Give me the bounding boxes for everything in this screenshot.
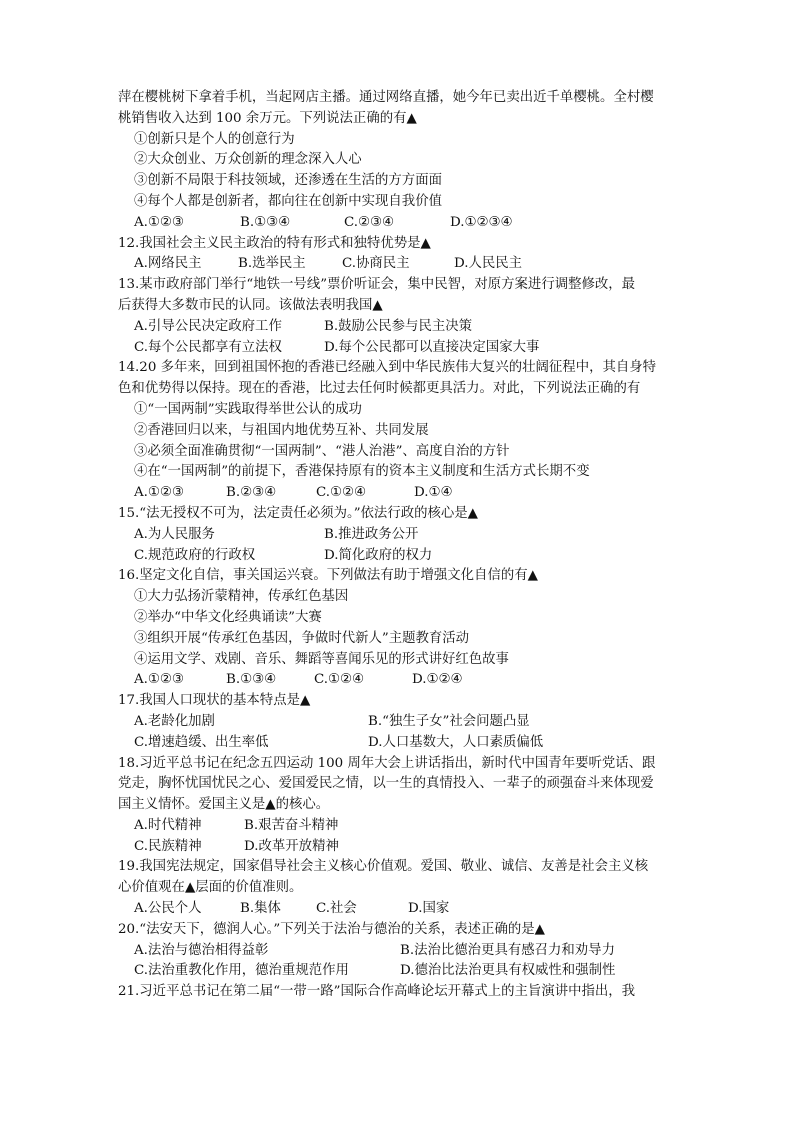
answer-options-row-2 — [118, 837, 678, 858]
option-d: D.①④ — [414, 485, 453, 501]
option-b: B.集体 — [240, 901, 281, 917]
option-b: B.艰苦奋斗精神 — [244, 817, 339, 833]
answer-options-row-2 — [118, 338, 678, 359]
option-a: A.公民个人 — [134, 901, 202, 917]
exam-content — [118, 88, 678, 1003]
question-text-line: 色和优势得以保持。现在的香港，比过去任何时候都更具活力。对此，下列说法正确的有 — [118, 381, 641, 397]
question-text-line: 萍在樱桃树下拿着手机，当起网店主播。通过网络直播，她今年已卖出近千单樱桃。全村樱 — [118, 90, 654, 105]
answer-options-row-1 — [118, 816, 678, 837]
question-text-line: 12.我国社会主义民主政治的特有形式和独特优势是▲ — [118, 235, 431, 251]
question-11-continued — [118, 88, 678, 234]
question-text-line: 20.“法安天下，德润人心。”下列关于法治与德治的关系，表述正确的是▲ — [118, 921, 545, 937]
option-a: A.老龄化加剧 — [134, 713, 215, 729]
option-c: C.协商民主 — [342, 256, 410, 272]
option-b: B.②③④ — [226, 485, 277, 501]
question-14 — [118, 358, 678, 504]
option-c: C.①②④ — [314, 672, 365, 688]
option-b: B.①③④ — [226, 672, 277, 688]
option-d: D.国家 — [408, 901, 450, 917]
option-c: C.每个公民都享有立法权 — [134, 339, 282, 355]
option-a: A.时代精神 — [134, 817, 202, 833]
question-text-line: 16.坚定文化自信，事关国运兴衰。下列做法有助于增强文化自信的有▲ — [118, 568, 538, 584]
option-b: B.法治比德治更具有感召力和劝导力 — [400, 942, 615, 958]
question-text-line: 14.20 多年来，回到祖国怀抱的香港已经融入到中华民族伟大复兴的壮阔征程中，其自身特 — [118, 360, 657, 376]
option-d: D.德治比法治更具有权威性和强制性 — [400, 963, 616, 979]
statement-3: ③组织开展“传承红色基因，争做时代新人”主题教育活动 — [134, 630, 470, 646]
option-d: D.人口基数大，人口素质偏低 — [368, 734, 544, 750]
option-b: B.推进政务公开 — [324, 526, 419, 542]
option-a: A.引导公民决定政府工作 — [134, 318, 282, 334]
question-16 — [118, 566, 678, 691]
question-20 — [118, 920, 678, 982]
answer-options-row-2 — [118, 733, 678, 754]
option-b: B.鼓励公民参与民主决策 — [324, 318, 473, 334]
question-15 — [118, 504, 678, 566]
question-text-line: 18.习近平总书记在纪念五四运动 100 周年大会上讲话指出，新时代中国青年要听党话、跟 — [118, 755, 656, 771]
option-d: D.①②④ — [412, 672, 463, 688]
answer-options — [118, 899, 678, 920]
answer-options-row-1 — [118, 525, 678, 546]
statement-4: ④在“一国两制”的前提下，香港保持原有的资本主义制度和生活方式长期不变 — [134, 464, 590, 480]
answer-options — [118, 483, 678, 504]
answer-options-row-2 — [118, 961, 678, 982]
option-d: D.每个公民都可以直接决定国家大事 — [324, 339, 540, 355]
question-text-line: 21.习近平总书记在第二届“一带一路”国际合作高峰论坛开幕式上的主旨演讲中指出，我 — [118, 984, 636, 1000]
option-c: C.社会 — [316, 901, 357, 917]
statement-4: ④每个人都是创新者，都向往在创新中实现自我价值 — [134, 193, 442, 209]
option-c: C.①②④ — [316, 485, 367, 501]
question-21 — [118, 982, 678, 1003]
option-a: A.为人民服务 — [134, 526, 215, 542]
statement-2: ②大众创业、万众创新的理念深入人心 — [134, 152, 362, 168]
statement-2: ②香港回归以来，与祖国内地优势互补、共同发展 — [134, 422, 429, 438]
statement-3: ③必须全面准确贯彻“一国两制”、“港人治港”、高度自治的方针 — [134, 443, 510, 459]
answer-options-row-2 — [118, 546, 678, 567]
option-d: D.简化政府的权力 — [324, 547, 433, 563]
option-c: C.法治重教化作用，德治重规范作用 — [134, 963, 349, 979]
answer-options — [118, 213, 678, 234]
answer-options-row-1 — [118, 941, 678, 962]
question-text-line: 15.“法无授权不可为，法定责任必须为。”依法行政的核心是▲ — [118, 505, 478, 521]
question-text-line: 党走，胸怀忧国忧民之心、爱国爱民之情，以一生的真情投入、一辈子的顽强奋斗来体现爱 — [118, 776, 654, 792]
statement-4: ④运用文学、戏剧、音乐、舞蹈等喜闻乐见的形式讲好红色故事 — [134, 651, 509, 667]
option-b: B.选举民主 — [238, 256, 306, 272]
question-18 — [118, 754, 678, 858]
option-a: A.①②③ — [134, 485, 184, 501]
statement-1: ①“一国两制”实践取得举世公认的成功 — [134, 401, 362, 417]
option-a: A.法治与德治相得益彰 — [134, 942, 269, 958]
answer-options-row-1 — [118, 317, 678, 338]
answer-options-row-1 — [118, 712, 678, 733]
question-text-line: 19.我国宪法规定，国家倡导社会主义核心价值观。爱国、敬业、诚信、友善是社会主义核 — [118, 859, 649, 875]
question-text-line: 桃销售收入达到 100 余万元。下列说法正确的有▲ — [118, 110, 417, 126]
option-b: B.“独生子女”社会问题凸显 — [368, 713, 530, 729]
option-a: A.网络民主 — [134, 256, 202, 272]
question-text-line: 13.某市政府部门举行“地铁一号线”票价听证会，集中民智，对原方案进行调整修改，最 — [118, 277, 636, 293]
statement-1: ①创新只是个人的创意行为 — [134, 131, 295, 147]
question-text-line: 17.我国人口现状的基本特点是▲ — [118, 693, 311, 709]
option-a: A.①②③ — [134, 214, 184, 230]
option-c: C.②③④ — [344, 214, 395, 230]
option-d: D.人民民主 — [454, 256, 523, 272]
question-text-line: 国主义情怀。爱国主义是▲的核心。 — [118, 797, 330, 813]
option-a: A.①②③ — [134, 672, 184, 688]
question-text-line: 后获得大多数市民的认同。该做法表明我国▲ — [118, 297, 383, 313]
option-b: B.①③④ — [240, 214, 291, 230]
option-d: D.①②③④ — [450, 214, 513, 230]
question-19 — [118, 857, 678, 919]
question-text-line: 心价值观在▲层面的价值准则。 — [118, 880, 303, 896]
question-13 — [118, 275, 678, 358]
option-d: D.改革开放精神 — [244, 838, 339, 854]
answer-options — [118, 254, 678, 275]
statement-3: ③创新不局限于科技领域，还渗透在生活的方方面面 — [134, 173, 442, 189]
statement-2: ②举办“中华文化经典诵读”大赛 — [134, 609, 322, 625]
option-c: C.规范政府的行政权 — [134, 547, 256, 563]
answer-options — [118, 670, 678, 691]
option-c: C.增速趋缓、出生率低 — [134, 734, 269, 750]
statement-1: ①大力弘扬沂蒙精神，传承红色基因 — [134, 589, 349, 605]
question-17 — [118, 691, 678, 753]
question-12 — [118, 234, 678, 276]
option-c: C.民族精神 — [134, 838, 202, 854]
